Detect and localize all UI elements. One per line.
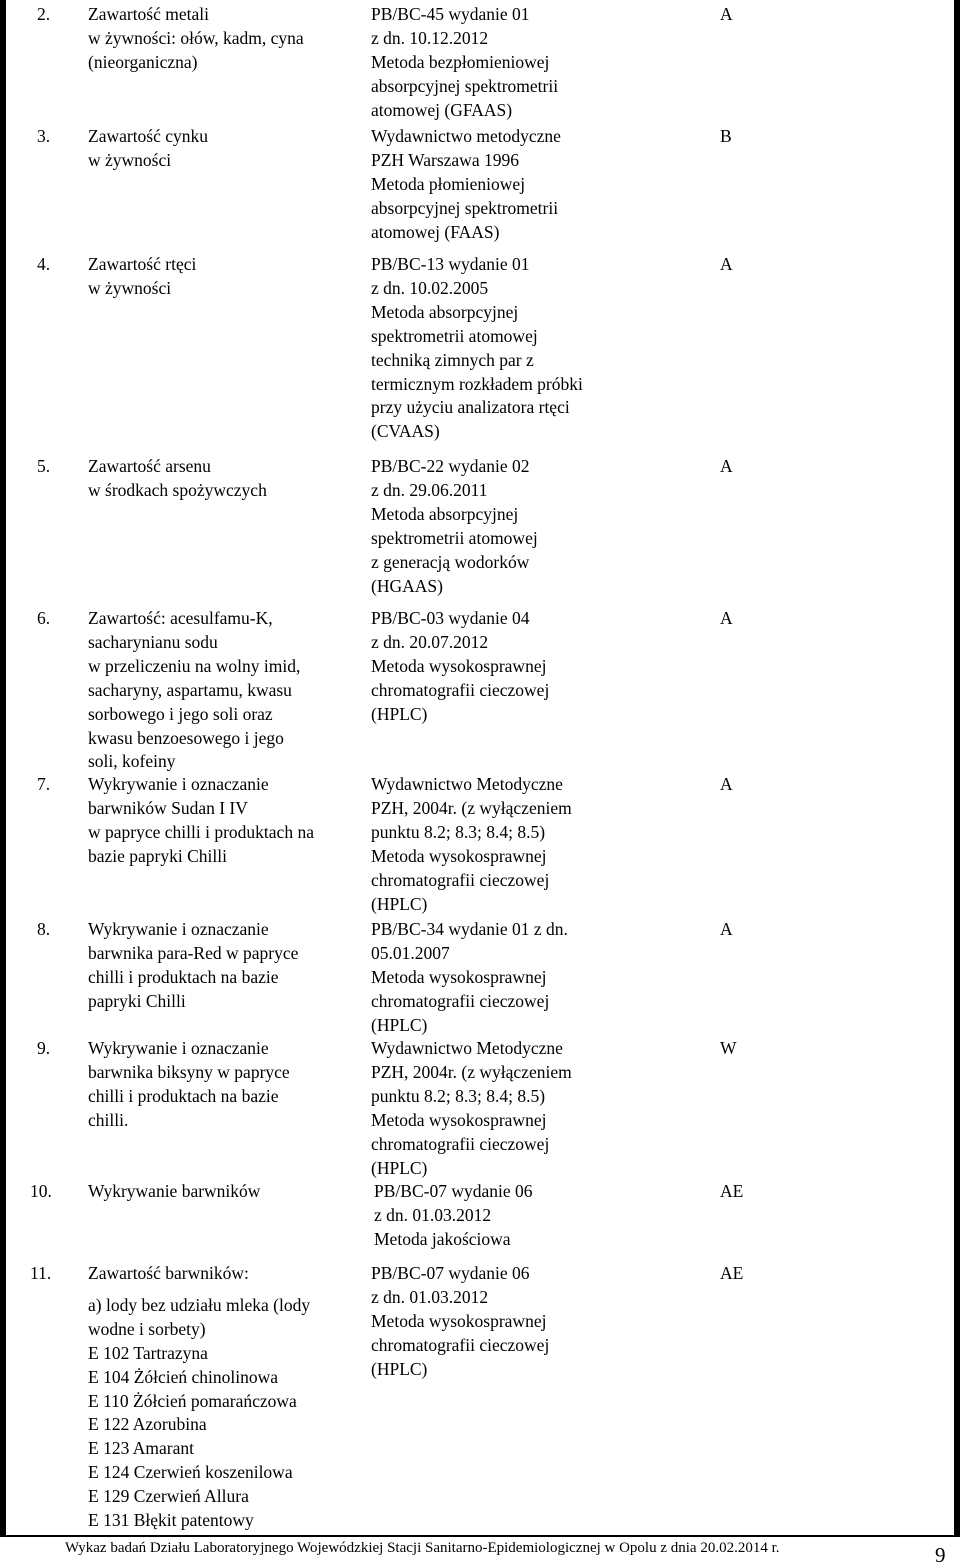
method-line: przy użyciu analizatora rtęci [371,397,570,418]
table-row [0,1262,960,1533]
method-line: chromatografii cieczowej [371,679,550,700]
method-line: Metoda wysokosprawnej [371,845,547,866]
method-line: spektrometrii atomowej [371,527,538,548]
method-reference [370,1262,700,1533]
method-line: (HPLC) [371,1014,428,1035]
method-line: 05.01.2007 [371,942,450,963]
test-description [88,1180,373,1252]
approach-code: W [720,1038,737,1058]
approach-code: A [720,254,733,274]
method-line: Metoda bezpłomieniowej [371,51,550,72]
method-reference [370,607,700,774]
description-line: kwasu benzoesowego i jego [88,727,284,748]
approach-code: A [720,919,733,939]
test-description [88,125,370,245]
method-line: (HPLC) [371,893,428,914]
description-line: a) lody bez udziału mleka (lody [88,1294,311,1315]
description-line: barwników Sudan I IV [88,797,248,818]
description-line: sacharynianu sodu [88,631,218,652]
method-line: PB/BC-45 wydanie 01 [371,4,530,24]
table-row [0,125,960,245]
description-line: (nieorganiczna) [88,51,198,72]
description-line: w żywności: ołów, kadm, cyna [88,27,304,48]
method-reference [370,455,700,598]
description-line: Zawartość rtęci [88,254,197,274]
method-reference [370,773,700,916]
description-line: papryki Chilli [88,990,186,1011]
method-line: chromatografii cieczowej [371,1334,550,1355]
description-line: chilli. [88,1109,129,1130]
description-line: chilli i produktach na bazie [88,1085,279,1106]
method-line: chromatografii cieczowej [371,1133,550,1154]
description-line: Zawartość cynku [88,126,209,146]
test-description [88,455,370,598]
description-line: barwnika para-Red w papryce [88,942,299,963]
description-line: E 123 Amarant [88,1438,194,1459]
method-line: Metoda wysokosprawnej [371,1310,547,1331]
table-row [0,455,960,598]
page-footer: Wykaz badań Działu Laboratoryjnego Wojewódzkiej Stacji Sanitarno-Epidemiologicznej w Opolu z dnia 20.02.2014 r. [65,1540,780,1556]
method-line: chromatografii cieczowej [371,990,550,1011]
row-number: 11. [30,1263,52,1283]
table-row [0,253,960,444]
method-line: PB/BC-13 wydanie 01 [371,254,530,274]
method-line: Metoda wysokosprawnej [371,966,547,987]
test-description [88,1037,370,1180]
description-line: barwnika biksyny w papryce [88,1061,290,1082]
description-line: bazie papryki Chilli [88,845,227,866]
approach-code: A [720,774,733,794]
method-reference [370,1037,700,1180]
method-line: PB/BC-03 wydanie 04 [371,608,530,628]
row-number: 8. [37,919,51,939]
row-number: 10. [30,1181,52,1201]
method-line: (HPLC) [371,1358,428,1379]
method-line: punktu 8.2; 8.3; 8.4; 8.5) [371,821,546,842]
table-row [0,773,960,916]
test-description [88,253,370,444]
row-number: 2. [37,4,51,24]
approach-code: A [720,4,733,24]
description-line: w środkach spożywczych [88,479,267,500]
table-row [0,1180,960,1252]
description-line: chilli i produktach na bazie [88,966,279,987]
method-line: atomowej (FAAS) [371,221,500,242]
method-line: Metoda absorpcyjnej [371,503,519,524]
method-line: Metoda wysokosprawnej [371,1109,547,1130]
page-number: 9 [935,1543,946,1567]
method-line: Metoda płomieniowej [371,173,526,194]
row-number: 5. [37,456,51,476]
test-description [88,3,370,123]
approach-code: A [720,456,733,476]
test-description [88,918,370,1038]
description-title: Zawartość barwników: [88,1263,249,1283]
method-line: z generacją wodorków [371,551,530,572]
method-reference [373,1180,700,1252]
method-line: absorpcyjnej spektrometrii [371,75,559,96]
method-line: z dn. 01.03.2012 [374,1204,492,1225]
method-line: (HPLC) [371,1157,428,1178]
description-line: Zawartość metali [88,4,209,24]
method-line: (HPLC) [371,703,428,724]
description-line: Wykrywanie i oznaczanie [88,774,269,794]
method-line: punktu 8.2; 8.3; 8.4; 8.5) [371,1085,546,1106]
method-line: z dn. 10.12.2012 [371,27,489,48]
method-line: PB/BC-34 wydanie 01 z dn. [371,919,568,939]
description-line: w przeliczeniu na wolny imid, [88,655,301,676]
method-line: atomowej (GFAAS) [371,99,513,120]
method-line: PB/BC-07 wydanie 06 [371,1263,530,1283]
approach-code: A [720,608,733,628]
description-line: sorbowego i jego soli oraz [88,703,273,724]
description-line: E 129 Czerwień Allura [88,1486,249,1507]
method-line: Wydawnictwo Metodyczne [371,774,563,794]
row-number: 9. [37,1038,51,1058]
method-reference [370,125,700,245]
row-number: 4. [37,254,51,274]
method-line: absorpcyjnej spektrometrii [371,197,559,218]
description-line: E 131 Błękit patentowy [88,1510,254,1531]
method-line: Wydawnictwo Metodyczne [371,1038,563,1058]
row-number: 6. [37,608,51,628]
approach-code: AE [720,1181,744,1201]
description-line: Wykrywanie i oznaczanie [88,919,269,939]
method-line: Metoda absorpcyjnej [371,301,519,322]
description-line: Wykrywanie barwników [88,1181,261,1201]
method-line: termicznym rozkładem próbki [371,373,583,394]
description-line: E 124 Czerwień koszenilowa [88,1462,293,1483]
table-row [0,918,960,1038]
method-line: PB/BC-07 wydanie 06 [374,1181,533,1201]
method-line: (HGAAS) [371,575,443,596]
description-line: E 102 Tartrazyna [88,1342,208,1363]
method-line: chromatografii cieczowej [371,869,550,890]
method-line: Metoda wysokosprawnej [371,655,547,676]
description-line: soli, kofeiny [88,751,176,772]
description-line: w żywności [88,149,172,170]
description-line: E 122 Azorubina [88,1414,207,1435]
table-bottom-border [0,1535,960,1537]
method-reference [370,3,700,123]
method-line: z dn. 20.07.2012 [371,631,489,652]
method-line: PZH, 2004r. (z wyłączeniem [371,797,572,818]
method-reference [370,253,700,444]
method-line: z dn. 01.03.2012 [371,1286,489,1307]
description-line: w papryce chilli i produktach na [88,821,314,842]
description-line: w żywności [88,277,172,298]
method-line: techniką zimnych par z [371,349,534,370]
description-line: Zawartość: acesulfamu-K, [88,608,273,628]
method-line: Metoda jakościowa [374,1228,511,1249]
table-row [0,3,960,123]
table-row [0,1037,960,1180]
description-line: wodne i sorbety) [88,1318,206,1339]
description-line: Zawartość arsenu [88,456,211,476]
method-line: PZH, 2004r. (z wyłączeniem [371,1061,572,1082]
description-line: E 110 Żółcień pomarańczowa [88,1390,297,1411]
test-description [88,773,370,916]
method-line: (CVAAS) [371,421,440,442]
approach-code: AE [720,1263,744,1283]
approach-code: B [720,126,732,146]
description-line: sacharyny, aspartamu, kwasu [88,679,292,700]
test-description [88,1262,370,1533]
method-line: PZH Warszawa 1996 [371,149,519,170]
row-number: 3. [37,126,51,146]
method-line: Wydawnictwo metodyczne [371,126,561,146]
test-description [88,607,370,774]
description-line: E 104 Żółcień chinolinowa [88,1366,279,1387]
method-line: z dn. 10.02.2005 [371,277,489,298]
method-reference [370,918,700,1038]
row-number: 7. [37,774,51,794]
method-line: PB/BC-22 wydanie 02 [371,456,530,476]
method-line: z dn. 29.06.2011 [371,479,488,500]
table-row [0,607,960,774]
description-line: Wykrywanie i oznaczanie [88,1038,269,1058]
method-line: spektrometrii atomowej [371,325,538,346]
